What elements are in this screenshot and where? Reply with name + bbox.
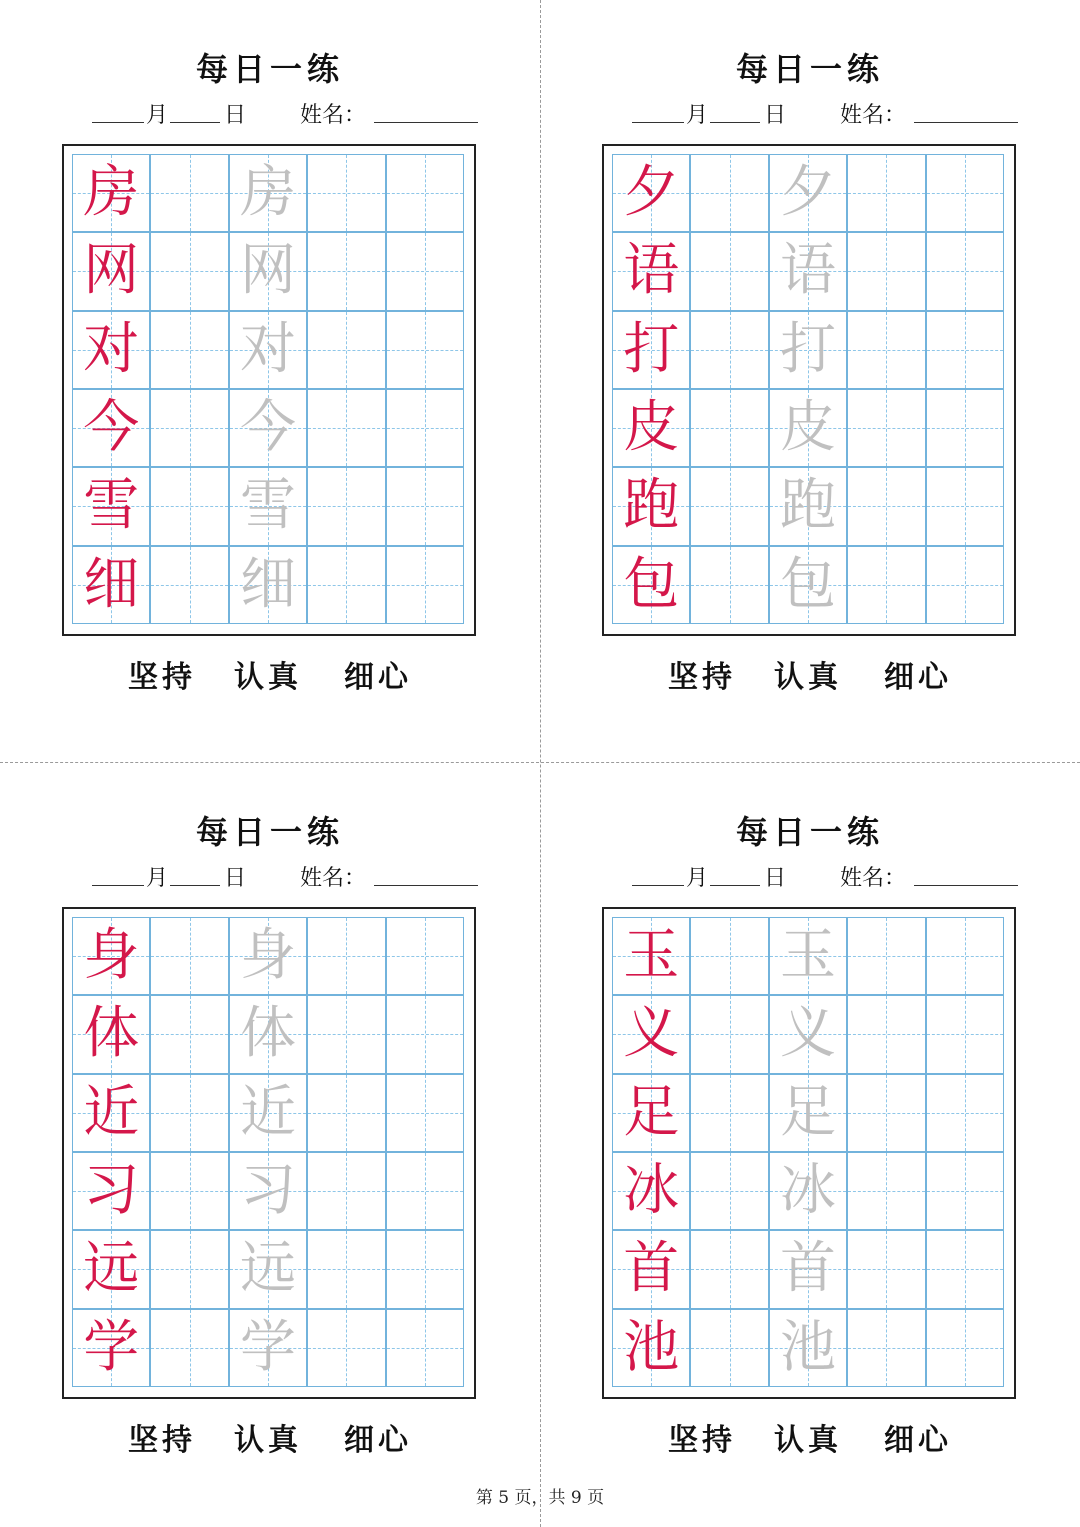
model-char-cell[interactable] — [612, 1230, 690, 1308]
model-character: 足 — [623, 1079, 680, 1145]
day-label: 日 — [764, 103, 787, 128]
model-char-cell[interactable] — [612, 546, 690, 624]
motto-2: 认真 — [774, 1423, 842, 1458]
card-title: 每日一练 — [735, 813, 884, 851]
practice-card — [540, 763, 1080, 1525]
guide-line — [965, 1231, 966, 1307]
trace-character: 包 — [779, 551, 836, 617]
writing-cell[interactable] — [307, 1074, 385, 1152]
model-char-cell[interactable] — [72, 546, 150, 624]
model-character: 跑 — [623, 473, 680, 539]
writing-cell[interactable] — [150, 1309, 228, 1387]
trace-character: 习 — [239, 1158, 296, 1224]
motto — [0, 1415, 540, 1458]
model-character: 房 — [83, 160, 140, 226]
guide-line — [730, 390, 731, 466]
practice-card — [0, 763, 540, 1525]
card-title: 每日一练 — [195, 813, 344, 851]
guide-line — [346, 1310, 347, 1386]
guide-line — [346, 547, 347, 623]
model-char-cell[interactable] — [612, 154, 690, 232]
model-char-cell[interactable] — [72, 389, 150, 467]
guide-line — [730, 1153, 731, 1229]
model-char-cell[interactable] — [72, 1074, 150, 1152]
model-character: 体 — [83, 1001, 140, 1067]
writing-cell[interactable] — [307, 1309, 385, 1387]
trace-char-cell[interactable] — [769, 995, 847, 1073]
trace-char-cell[interactable] — [229, 1309, 307, 1387]
guide-line — [730, 547, 731, 623]
tianzige-grid — [72, 917, 464, 1387]
guide-line — [425, 1153, 426, 1229]
writing-cell[interactable] — [926, 546, 1004, 624]
guide-line — [730, 918, 731, 994]
trace-char-cell[interactable] — [769, 917, 847, 995]
writing-cell[interactable] — [926, 1309, 1004, 1387]
trace-char-cell[interactable] — [229, 546, 307, 624]
writing-cell[interactable] — [926, 311, 1004, 389]
guide-line — [886, 233, 887, 309]
writing-cell[interactable] — [847, 311, 925, 389]
trace-character: 对 — [239, 316, 296, 382]
model-character: 今 — [83, 395, 140, 461]
writing-cell[interactable] — [847, 154, 925, 232]
writing-cell[interactable] — [307, 154, 385, 232]
guide-line — [886, 390, 887, 466]
trace-char-cell[interactable] — [229, 154, 307, 232]
trace-char-cell[interactable] — [769, 311, 847, 389]
writing-cell[interactable] — [150, 1230, 228, 1308]
model-character: 包 — [623, 551, 680, 617]
trace-char-cell[interactable] — [769, 1309, 847, 1387]
trace-character: 网 — [239, 238, 296, 304]
name-blank — [374, 885, 478, 886]
writing-cell[interactable] — [690, 467, 768, 545]
month-label: 月 — [146, 103, 169, 128]
trace-char-cell[interactable] — [229, 995, 307, 1073]
guide-line — [965, 996, 966, 1072]
writing-cell[interactable] — [386, 1074, 464, 1152]
month-label: 月 — [686, 103, 709, 128]
trace-character: 今 — [239, 395, 296, 461]
month-label: 月 — [146, 866, 169, 891]
writing-cell[interactable] — [690, 389, 768, 467]
trace-char-cell[interactable] — [769, 232, 847, 310]
guide-line — [730, 233, 731, 309]
model-character: 皮 — [623, 395, 680, 461]
writing-cell[interactable] — [926, 995, 1004, 1073]
model-char-cell[interactable] — [72, 232, 150, 310]
writing-cell[interactable] — [150, 467, 228, 545]
guide-line — [346, 918, 347, 994]
guide-line — [190, 547, 191, 623]
writing-cell[interactable] — [386, 154, 464, 232]
month-blank — [92, 122, 144, 123]
guide-line — [190, 468, 191, 544]
guide-line — [346, 312, 347, 388]
page-footer: 第 5 页，共 9 页 — [475, 1488, 605, 1508]
writing-cell[interactable] — [690, 917, 768, 995]
trace-char-cell[interactable] — [769, 546, 847, 624]
guide-line — [190, 312, 191, 388]
model-char-cell[interactable] — [72, 1309, 150, 1387]
writing-cell[interactable] — [926, 917, 1004, 995]
guide-line — [965, 468, 966, 544]
writing-cell[interactable] — [926, 232, 1004, 310]
writing-cell[interactable] — [926, 154, 1004, 232]
guide-line — [425, 155, 426, 231]
writing-cell[interactable] — [386, 917, 464, 995]
writing-cell[interactable] — [386, 389, 464, 467]
guide-line — [730, 1231, 731, 1307]
model-char-cell[interactable] — [612, 389, 690, 467]
motto-1: 坚持 — [668, 1423, 736, 1458]
guide-line — [190, 1231, 191, 1307]
trace-char-cell[interactable] — [769, 389, 847, 467]
guide-line — [730, 1075, 731, 1151]
trace-character: 房 — [239, 160, 296, 226]
guide-line — [190, 390, 191, 466]
date-name-row — [92, 861, 482, 889]
model-character: 玉 — [623, 923, 680, 989]
motto-3: 细心 — [884, 660, 952, 695]
model-character: 夕 — [623, 160, 680, 226]
writing-cell[interactable] — [307, 389, 385, 467]
trace-char-cell[interactable] — [769, 1074, 847, 1152]
motto-1: 坚持 — [668, 660, 736, 695]
guide-line — [425, 1310, 426, 1386]
writing-cell[interactable] — [690, 1074, 768, 1152]
trace-char-cell[interactable] — [769, 1152, 847, 1230]
model-char-cell[interactable] — [612, 917, 690, 995]
practice-card — [0, 0, 540, 762]
model-character: 打 — [623, 316, 680, 382]
model-character: 雪 — [83, 473, 140, 539]
guide-line — [190, 996, 191, 1072]
name-blank — [374, 122, 478, 123]
model-character: 对 — [83, 316, 140, 382]
writing-cell[interactable] — [150, 154, 228, 232]
trace-character: 身 — [239, 923, 296, 989]
guide-line — [886, 918, 887, 994]
trace-char-cell[interactable] — [769, 1230, 847, 1308]
guide-line — [190, 918, 191, 994]
writing-cell[interactable] — [386, 546, 464, 624]
writing-cell[interactable] — [150, 546, 228, 624]
model-character: 池 — [623, 1314, 680, 1380]
writing-cell[interactable] — [307, 1230, 385, 1308]
guide-line — [425, 996, 426, 1072]
model-character: 网 — [83, 238, 140, 304]
motto-1: 坚持 — [128, 1423, 196, 1458]
writing-cell[interactable] — [926, 467, 1004, 545]
model-character: 近 — [83, 1079, 140, 1145]
month-blank — [92, 885, 144, 886]
model-character: 细 — [83, 551, 140, 617]
model-char-cell[interactable] — [72, 1152, 150, 1230]
writing-cell[interactable] — [847, 917, 925, 995]
writing-cell[interactable] — [926, 1230, 1004, 1308]
model-char-cell[interactable] — [612, 1152, 690, 1230]
guide-line — [886, 155, 887, 231]
motto-2: 认真 — [234, 660, 302, 695]
guide-line — [346, 468, 347, 544]
model-character: 义 — [623, 1001, 680, 1067]
model-char-cell[interactable] — [612, 1309, 690, 1387]
writing-cell[interactable] — [847, 1152, 925, 1230]
tianzige-grid — [72, 154, 464, 624]
guide-line — [425, 468, 426, 544]
model-char-cell[interactable] — [72, 467, 150, 545]
card-title: 每日一练 — [735, 50, 884, 88]
writing-cell[interactable] — [690, 1309, 768, 1387]
guide-line — [730, 996, 731, 1072]
guide-line — [425, 312, 426, 388]
day-blank — [710, 885, 760, 886]
trace-character: 打 — [779, 316, 836, 382]
writing-cell[interactable] — [150, 232, 228, 310]
day-blank — [170, 885, 220, 886]
guide-line — [730, 155, 731, 231]
writing-cell[interactable] — [386, 232, 464, 310]
name-blank — [914, 885, 1018, 886]
guide-line — [346, 1231, 347, 1307]
trace-character: 义 — [779, 1001, 836, 1067]
model-char-cell[interactable] — [72, 154, 150, 232]
writing-cell[interactable] — [690, 1230, 768, 1308]
month-label: 月 — [686, 866, 709, 891]
tianzige-grid — [612, 917, 1004, 1387]
writing-cell[interactable] — [386, 1230, 464, 1308]
model-character: 首 — [623, 1236, 680, 1302]
trace-character: 玉 — [779, 923, 836, 989]
name-label: 姓名： — [300, 866, 367, 891]
writing-cell[interactable] — [690, 232, 768, 310]
trace-character: 池 — [779, 1314, 836, 1380]
tianzige-grid — [612, 154, 1004, 624]
model-character: 远 — [83, 1236, 140, 1302]
day-blank — [710, 122, 760, 123]
guide-line — [886, 1153, 887, 1229]
trace-character: 体 — [239, 1001, 296, 1067]
guide-line — [425, 1075, 426, 1151]
model-character: 语 — [623, 238, 680, 304]
writing-cell[interactable] — [150, 917, 228, 995]
trace-character: 语 — [779, 238, 836, 304]
writing-cell[interactable] — [847, 467, 925, 545]
model-character: 身 — [83, 923, 140, 989]
guide-line — [730, 1310, 731, 1386]
guide-line — [965, 312, 966, 388]
writing-cell[interactable] — [307, 232, 385, 310]
writing-cell[interactable] — [926, 1152, 1004, 1230]
guide-line — [730, 468, 731, 544]
writing-cell[interactable] — [307, 1152, 385, 1230]
trace-char-cell[interactable] — [229, 467, 307, 545]
model-character: 习 — [83, 1158, 140, 1224]
writing-cell[interactable] — [386, 995, 464, 1073]
model-char-cell[interactable] — [612, 995, 690, 1073]
trace-character: 跑 — [779, 473, 836, 539]
trace-character: 冰 — [779, 1158, 836, 1224]
guide-line — [346, 1075, 347, 1151]
date-name-row — [92, 98, 482, 126]
name-label: 姓名： — [840, 866, 907, 891]
trace-char-cell[interactable] — [229, 311, 307, 389]
trace-char-cell[interactable] — [769, 154, 847, 232]
writing-cell[interactable] — [150, 1074, 228, 1152]
model-char-cell[interactable] — [612, 467, 690, 545]
writing-cell[interactable] — [847, 995, 925, 1073]
guide-line — [886, 996, 887, 1072]
guide-line — [346, 155, 347, 231]
guide-line — [886, 547, 887, 623]
trace-character: 近 — [239, 1079, 296, 1145]
writing-cell[interactable] — [690, 546, 768, 624]
trace-character: 皮 — [779, 395, 836, 461]
model-char-cell[interactable] — [72, 1230, 150, 1308]
guide-line — [346, 233, 347, 309]
motto — [540, 1415, 1080, 1458]
trace-character: 首 — [779, 1236, 836, 1302]
writing-cell[interactable] — [386, 1309, 464, 1387]
guide-line — [425, 918, 426, 994]
name-label: 姓名： — [840, 103, 907, 128]
writing-cell[interactable] — [690, 995, 768, 1073]
writing-cell[interactable] — [926, 1074, 1004, 1152]
day-blank — [170, 122, 220, 123]
trace-character: 夕 — [779, 160, 836, 226]
date-name-row — [632, 98, 1022, 126]
trace-char-cell[interactable] — [229, 389, 307, 467]
card-title: 每日一练 — [195, 50, 344, 88]
guide-line — [190, 1075, 191, 1151]
writing-cell[interactable] — [926, 389, 1004, 467]
writing-cell[interactable] — [307, 311, 385, 389]
writing-cell[interactable] — [847, 389, 925, 467]
guide-line — [965, 547, 966, 623]
trace-char-cell[interactable] — [229, 1230, 307, 1308]
name-label: 姓名： — [300, 103, 367, 128]
model-char-cell[interactable] — [72, 995, 150, 1073]
motto — [0, 652, 540, 695]
motto-2: 认真 — [774, 660, 842, 695]
guide-line — [425, 233, 426, 309]
guide-line — [190, 1153, 191, 1229]
guide-line — [886, 468, 887, 544]
trace-character: 细 — [239, 551, 296, 617]
trace-character: 足 — [779, 1079, 836, 1145]
guide-line — [425, 390, 426, 466]
guide-line — [965, 155, 966, 231]
motto-1: 坚持 — [128, 660, 196, 695]
day-label: 日 — [224, 103, 247, 128]
motto-3: 细心 — [884, 1423, 952, 1458]
model-character: 冰 — [623, 1158, 680, 1224]
practice-card — [540, 0, 1080, 762]
writing-cell[interactable] — [847, 232, 925, 310]
guide-line — [730, 312, 731, 388]
writing-cell[interactable] — [847, 1230, 925, 1308]
guide-line — [886, 312, 887, 388]
writing-cell[interactable] — [690, 311, 768, 389]
trace-char-cell[interactable] — [229, 917, 307, 995]
writing-cell[interactable] — [847, 1309, 925, 1387]
guide-line — [346, 390, 347, 466]
guide-line — [346, 1153, 347, 1229]
trace-character: 学 — [239, 1314, 296, 1380]
writing-cell[interactable] — [386, 467, 464, 545]
writing-cell[interactable] — [307, 546, 385, 624]
writing-cell[interactable] — [307, 917, 385, 995]
model-char-cell[interactable] — [612, 1074, 690, 1152]
guide-line — [886, 1075, 887, 1151]
writing-cell[interactable] — [690, 154, 768, 232]
motto-3: 细心 — [344, 1423, 412, 1458]
guide-line — [886, 1231, 887, 1307]
guide-line — [965, 390, 966, 466]
writing-cell[interactable] — [386, 311, 464, 389]
model-char-cell[interactable] — [612, 232, 690, 310]
trace-char-cell[interactable] — [229, 1152, 307, 1230]
trace-character: 雪 — [239, 473, 296, 539]
model-char-cell[interactable] — [72, 917, 150, 995]
guide-line — [425, 547, 426, 623]
writing-cell[interactable] — [847, 546, 925, 624]
month-blank — [632, 122, 684, 123]
guide-line — [190, 155, 191, 231]
guide-line — [425, 1231, 426, 1307]
writing-cell[interactable] — [386, 1152, 464, 1230]
model-character: 学 — [83, 1314, 140, 1380]
writing-cell[interactable] — [847, 1074, 925, 1152]
writing-cell[interactable] — [690, 1152, 768, 1230]
writing-cell[interactable] — [150, 389, 228, 467]
day-label: 日 — [224, 866, 247, 891]
guide-line — [190, 1310, 191, 1386]
guide-line — [190, 233, 191, 309]
trace-character: 远 — [239, 1236, 296, 1302]
guide-line — [965, 1075, 966, 1151]
writing-cell[interactable] — [307, 995, 385, 1073]
guide-line — [965, 1153, 966, 1229]
guide-line — [965, 918, 966, 994]
trace-char-cell[interactable] — [769, 467, 847, 545]
motto-3: 细心 — [344, 660, 412, 695]
name-blank — [914, 122, 1018, 123]
month-blank — [632, 885, 684, 886]
trace-char-cell[interactable] — [229, 232, 307, 310]
writing-cell[interactable] — [150, 995, 228, 1073]
motto-2: 认真 — [234, 1423, 302, 1458]
writing-cell[interactable] — [150, 1152, 228, 1230]
trace-char-cell[interactable] — [229, 1074, 307, 1152]
model-char-cell[interactable] — [612, 311, 690, 389]
day-label: 日 — [764, 866, 787, 891]
guide-line — [346, 996, 347, 1072]
guide-line — [965, 233, 966, 309]
guide-line — [886, 1310, 887, 1386]
writing-cell[interactable] — [307, 467, 385, 545]
writing-cell[interactable] — [150, 311, 228, 389]
date-name-row — [632, 861, 1022, 889]
motto — [540, 652, 1080, 695]
guide-line — [965, 1310, 966, 1386]
model-char-cell[interactable] — [72, 311, 150, 389]
